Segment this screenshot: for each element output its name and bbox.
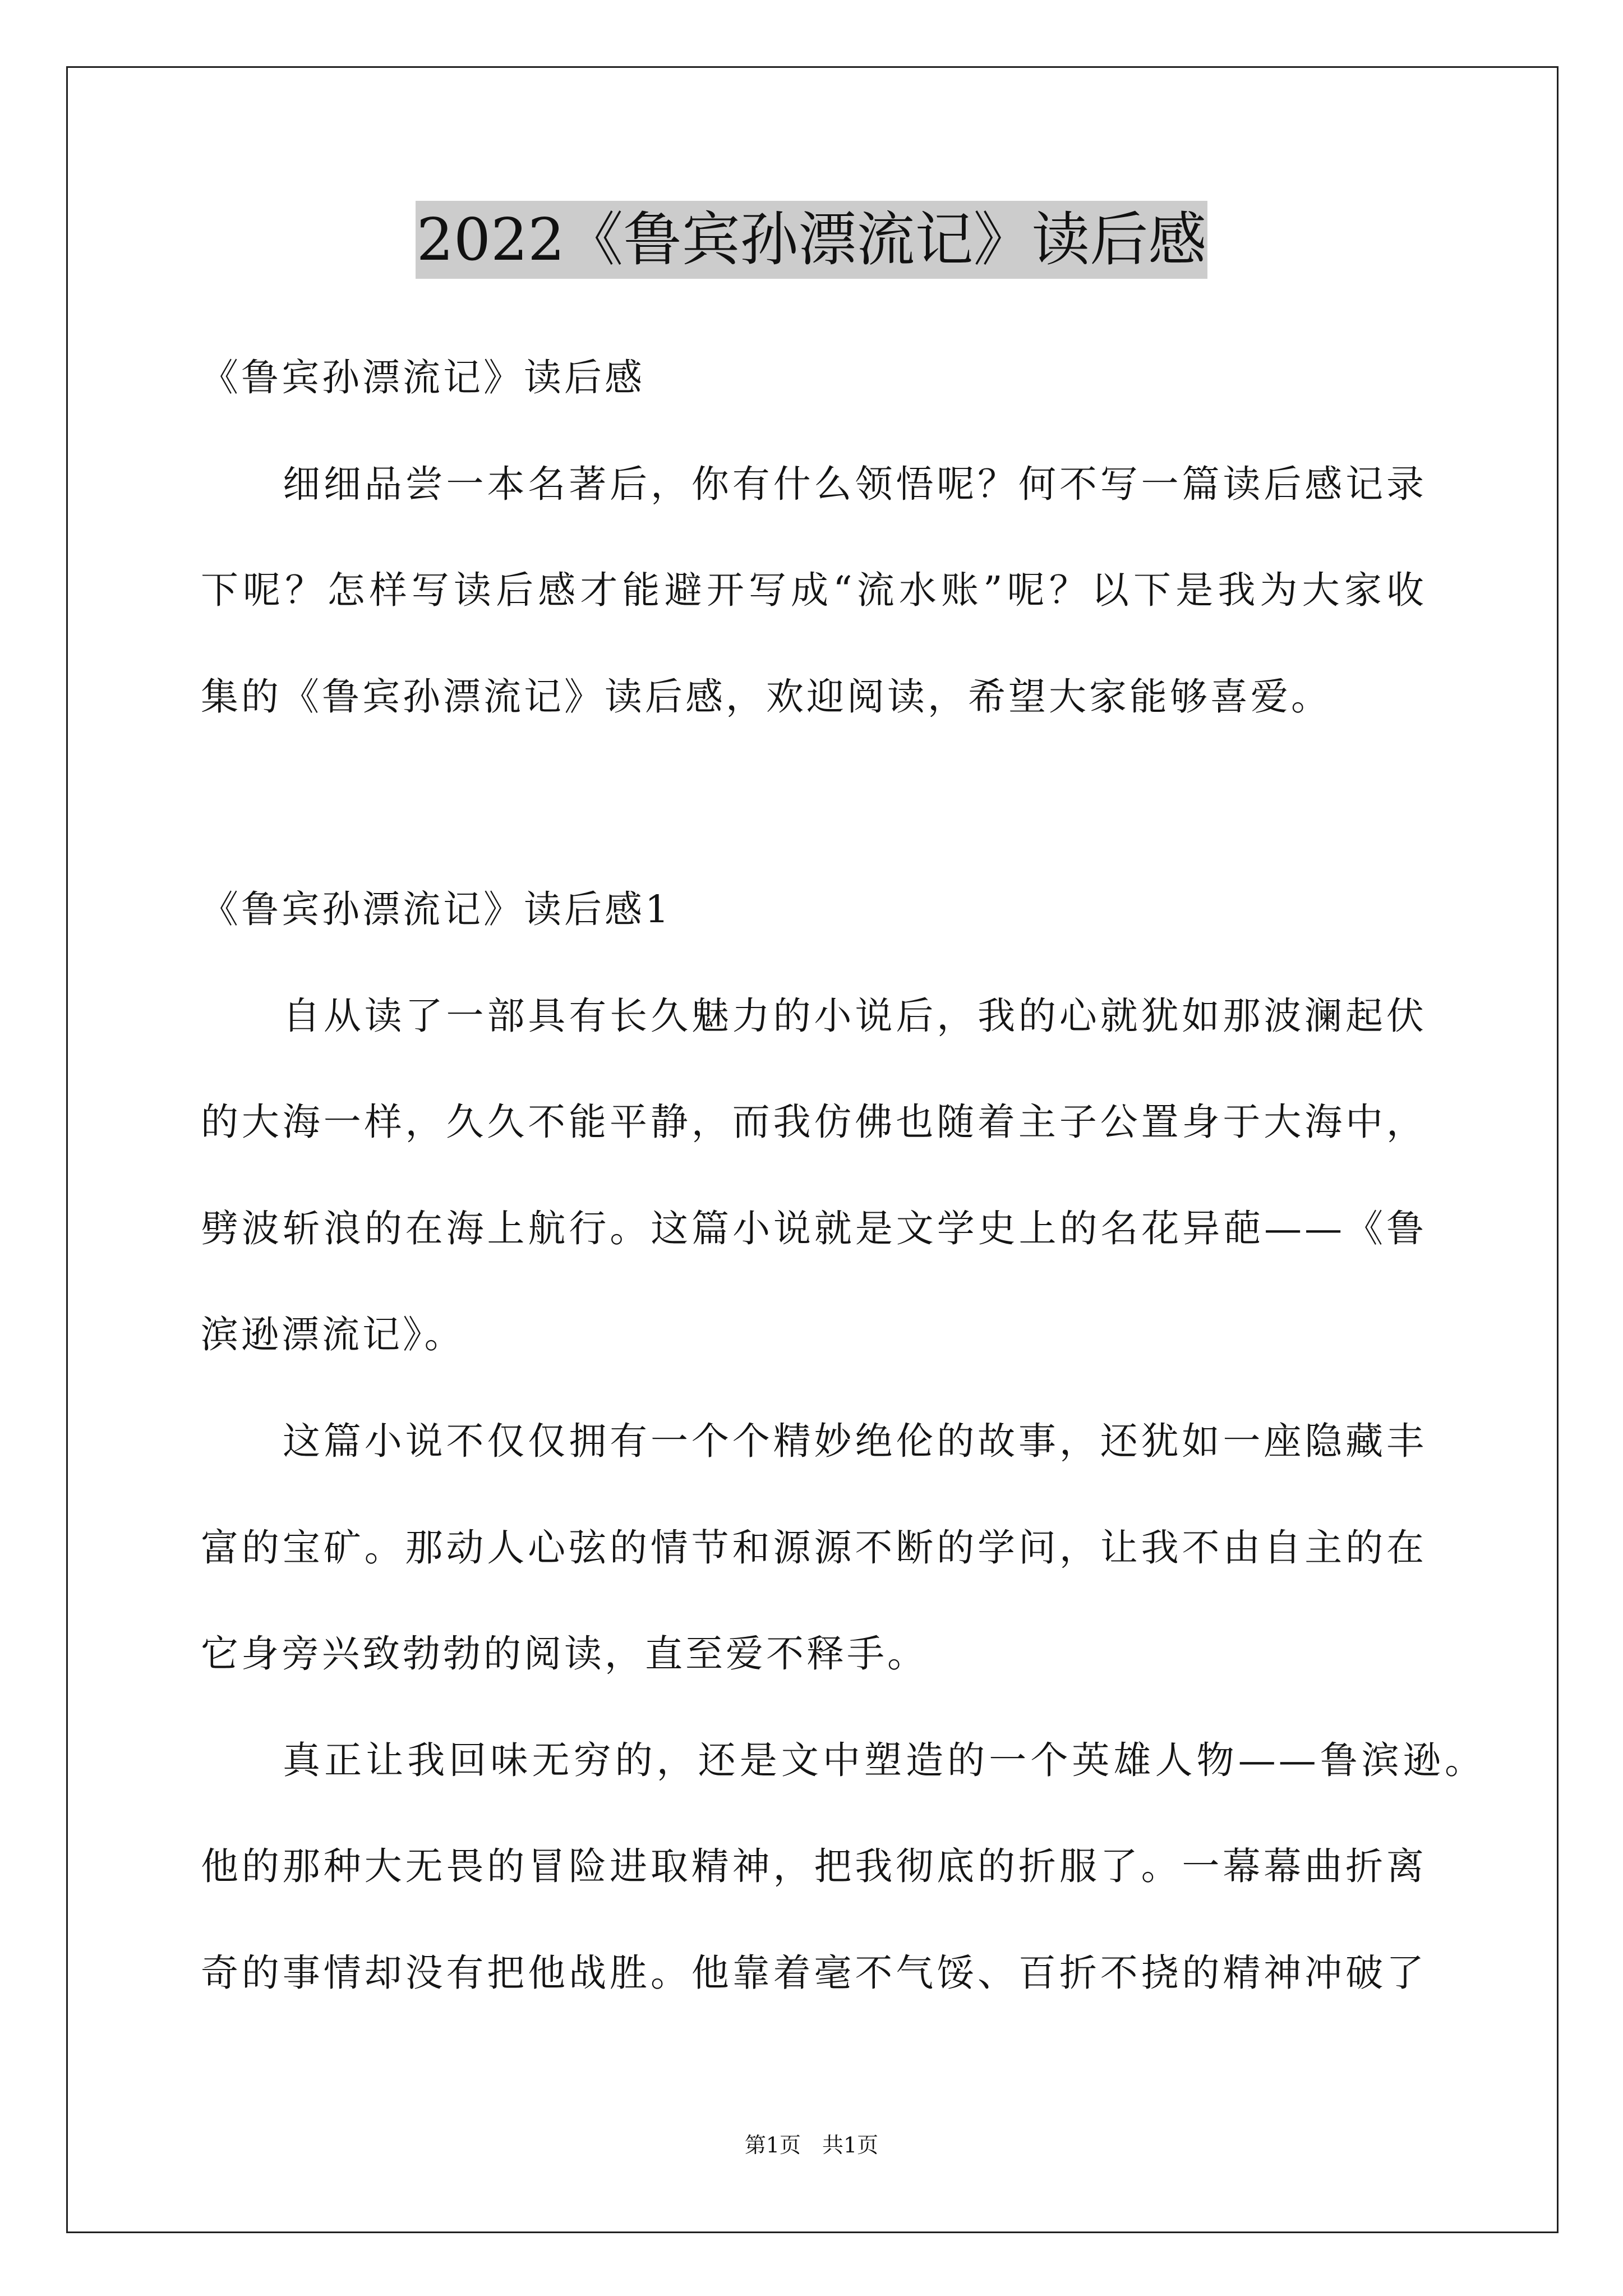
document-body (201, 325, 1485, 2027)
paragraph-line: 的大海一样，久久不能平静，而我仿佛也随着主子公置身于大海中， (201, 1100, 1427, 1144)
body-paragraph (201, 1388, 1427, 1708)
document-subtitle: 《鲁宾孙漂流记》读后感 (201, 356, 645, 399)
paragraph-line: 集的《鲁宾孙漂流记》读后感，欢迎阅读，希望大家能够喜爱。 (201, 674, 1331, 719)
title-container (0, 201, 1623, 279)
paragraph-line: 富的宝矿。那动人心弦的情节和源源不断的学问，让我不由自主的在 (201, 1525, 1427, 1570)
paragraph-line: 这篇小说不仅仅拥有一个个精妙绝伦的故事，还犹如一座隐藏丰 (283, 1419, 1427, 1463)
body-paragraph (201, 963, 1427, 1388)
intro-paragraph (201, 431, 1427, 751)
paragraph-line: 真正让我回味无穷的，还是文中塑造的一个英雄人物——鲁滨逊。 (283, 1738, 1485, 1782)
paragraph-line: 细细品尝一本名著后，你有什么领悟呢？何不写一篇读后感记录 (283, 462, 1427, 506)
section-heading: 《鲁宾孙漂流记》读后感1 (201, 887, 672, 931)
paragraph-line: 它身旁兴致勃勃的阅读，直至爱不释手。 (201, 1632, 928, 1676)
paragraph-line: 劈波斩浪的在海上航行。这篇小说就是文学史上的名花异葩——《鲁 (201, 1206, 1427, 1250)
paragraph-line: 滨逊漂流记》。 (201, 1313, 465, 1357)
body-paragraph (201, 1708, 1485, 2027)
paragraph-line: 他的那种大无畏的冒险进取精神，把我彻底的折服了。一幕幕曲折离 (201, 1844, 1427, 1889)
document-title: 2022《鲁宾孙漂流记》读后感 (416, 201, 1208, 279)
paragraph-line: 奇的事情却没有把他战胜。他靠着毫不气馁、百折不挠的精神冲破了 (201, 1950, 1427, 1995)
blank-line (201, 750, 1427, 857)
paragraph-line: 下呢？怎样写读后感才能避开写成“流水账”呢？以下是我为大家收 (201, 568, 1427, 613)
paragraph-line: 自从读了一部具有长久魅力的小说后，我的心就犹如那波澜起伏 (283, 993, 1427, 1038)
page-footer: 第1页 共1页 (744, 2133, 879, 2157)
